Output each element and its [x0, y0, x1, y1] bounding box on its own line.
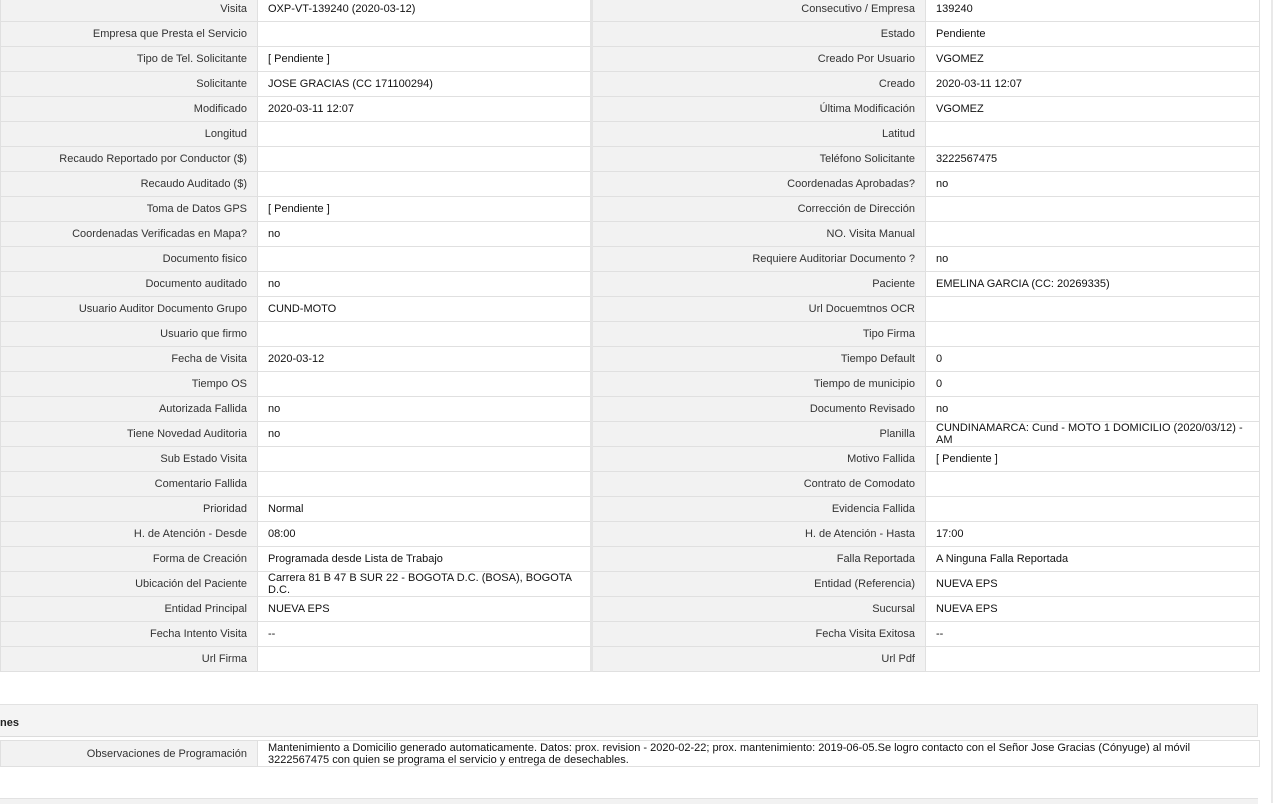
field-value — [926, 497, 1260, 522]
field-value: -- — [926, 622, 1260, 647]
next-section-strip — [0, 798, 1258, 804]
field-label: H. de Atención - Desde — [1, 522, 258, 547]
field-label: Solicitante — [1, 72, 258, 97]
field-label: Sucursal — [592, 597, 926, 622]
field-label: Url Docuemtnos OCR — [592, 297, 926, 322]
table-row — [1, 72, 1260, 97]
table-row — [1, 372, 1260, 397]
field-value: -- — [258, 622, 592, 647]
field-value: no — [258, 272, 592, 297]
field-label: Recaudo Auditado ($) — [1, 172, 258, 197]
observations-table — [0, 740, 1260, 767]
field-value: EMELINA GARCIA (CC: 20269335) — [926, 272, 1260, 297]
field-value — [258, 22, 592, 47]
field-value: VGOMEZ — [926, 97, 1260, 122]
table-row — [1, 622, 1260, 647]
table-row — [1, 572, 1260, 597]
field-label: Creado Por Usuario — [592, 47, 926, 72]
field-value — [258, 647, 592, 672]
table-row — [1, 122, 1260, 147]
table-row — [1, 97, 1260, 122]
field-value — [926, 297, 1260, 322]
field-label: Coordenadas Aprobadas? — [592, 172, 926, 197]
table-row — [1, 472, 1260, 497]
field-label: Paciente — [592, 272, 926, 297]
table-row — [1, 397, 1260, 422]
field-value: OXP-VT-139240 (2020-03-12) — [258, 0, 592, 22]
field-value: NUEVA EPS — [926, 572, 1260, 597]
field-label: Url Firma — [1, 647, 258, 672]
field-label: Tipo de Tel. Solicitante — [1, 47, 258, 72]
field-label: Autorizada Fallida — [1, 397, 258, 422]
field-value: no — [258, 422, 592, 447]
field-label: Modificado — [1, 97, 258, 122]
table-row — [1, 322, 1260, 347]
table-row — [1, 247, 1260, 272]
field-value — [258, 122, 592, 147]
field-value: VGOMEZ — [926, 47, 1260, 72]
field-value — [258, 472, 592, 497]
field-label: Latitud — [592, 122, 926, 147]
field-value: 08:00 — [258, 522, 592, 547]
field-label: Entidad (Referencia) — [592, 572, 926, 597]
table-row — [1, 22, 1260, 47]
field-label: H. de Atención - Hasta — [592, 522, 926, 547]
field-label: Documento auditado — [1, 272, 258, 297]
observations-section-header[interactable] — [0, 704, 1258, 737]
field-label: Usuario Auditor Documento Grupo — [1, 297, 258, 322]
field-label: Teléfono Solicitante — [592, 147, 926, 172]
field-value — [258, 447, 592, 472]
table-row — [1, 297, 1260, 322]
field-label: Planilla — [592, 422, 926, 447]
field-value: CUNDINAMARCA: Cund - MOTO 1 DOMICILIO (2020/03/12) - AM — [926, 422, 1260, 447]
field-label: Longitud — [1, 122, 258, 147]
field-value — [258, 247, 592, 272]
field-label: Estado — [592, 22, 926, 47]
field-label: Usuario que firmo — [1, 322, 258, 347]
field-label: Visita — [1, 0, 258, 22]
field-label: Motivo Fallida — [592, 447, 926, 472]
field-value: [ Pendiente ] — [258, 197, 592, 222]
field-label: Recaudo Reportado por Conductor ($) — [1, 147, 258, 172]
table-row — [1, 497, 1260, 522]
table-row — [1, 222, 1260, 247]
field-label: Fecha de Visita — [1, 347, 258, 372]
field-label: Comentario Fallida — [1, 472, 258, 497]
field-label: Empresa que Presta el Servicio — [1, 22, 258, 47]
field-label: Falla Reportada — [592, 547, 926, 572]
field-value — [258, 372, 592, 397]
field-label: Entidad Principal — [1, 597, 258, 622]
field-value — [258, 172, 592, 197]
field-value: Normal — [258, 497, 592, 522]
field-value: 2020-03-11 12:07 — [926, 72, 1260, 97]
section-title: nes — [0, 717, 19, 729]
field-label: Coordenadas Verificadas en Mapa? — [1, 222, 258, 247]
field-value: Pendiente — [926, 22, 1260, 47]
field-value — [926, 122, 1260, 147]
field-value: [ Pendiente ] — [926, 447, 1260, 472]
field-label: Última Modificación — [592, 97, 926, 122]
field-value — [926, 647, 1260, 672]
field-value — [926, 322, 1260, 347]
field-label: Ubicación del Paciente — [1, 572, 258, 597]
table-row — [1, 172, 1260, 197]
table-row — [1, 147, 1260, 172]
field-value: NUEVA EPS — [926, 597, 1260, 622]
field-value: [ Pendiente ] — [258, 47, 592, 72]
field-label: Tiempo OS — [1, 372, 258, 397]
field-label: Tiempo de municipio — [592, 372, 926, 397]
table-row — [1, 597, 1260, 622]
field-value: 3222567475 — [926, 147, 1260, 172]
field-label: Sub Estado Visita — [1, 447, 258, 472]
field-value: 2020-03-12 — [258, 347, 592, 372]
field-label: Corrección de Dirección — [592, 197, 926, 222]
field-value: no — [258, 222, 592, 247]
field-value: Programada desde Lista de Trabajo — [258, 547, 592, 572]
field-value: no — [926, 247, 1260, 272]
field-value — [258, 147, 592, 172]
field-label: Documento fisico — [1, 247, 258, 272]
field-label: Contrato de Comodato — [592, 472, 926, 497]
field-value: 17:00 — [926, 522, 1260, 547]
table-row — [1, 422, 1260, 447]
field-label: Creado — [592, 72, 926, 97]
field-label: NO. Visita Manual — [592, 222, 926, 247]
field-value — [258, 322, 592, 347]
field-value: A Ninguna Falla Reportada — [926, 547, 1260, 572]
field-value: no — [926, 397, 1260, 422]
table-row — [1, 647, 1260, 672]
field-label: Prioridad — [1, 497, 258, 522]
field-value — [926, 222, 1260, 247]
table-row — [1, 547, 1260, 572]
table-row — [1, 522, 1260, 547]
field-label: Documento Revisado — [592, 397, 926, 422]
field-value — [926, 472, 1260, 497]
field-value: 139240 — [926, 0, 1260, 22]
table-row — [1, 741, 1260, 767]
table-row — [1, 0, 1260, 22]
field-label: Url Pdf — [592, 647, 926, 672]
field-value: no — [926, 172, 1260, 197]
field-value: NUEVA EPS — [258, 597, 592, 622]
field-label: Requiere Auditoriar Documento ? — [592, 247, 926, 272]
field-label: Forma de Creación — [1, 547, 258, 572]
table-row — [1, 272, 1260, 297]
field-label: Evidencia Fallida — [592, 497, 926, 522]
field-label: Fecha Intento Visita — [1, 622, 258, 647]
field-label: Toma de Datos GPS — [1, 197, 258, 222]
observations-value: Mantenimiento a Domicilio generado automaticamente. Datos: prox. revision - 2020-02-22; prox. mantenimiento: 2019-06-05.Se logro contacto con el Señor Jose Gracias (Cónyuge) al móvil 3222567475 con quien se programa el servicio y entrega de desechables. — [258, 741, 1260, 767]
table-row — [1, 197, 1260, 222]
field-value: JOSE GRACIAS (CC 171100294) — [258, 72, 592, 97]
field-label: Consecutivo / Empresa — [592, 0, 926, 22]
field-label: Tiene Novedad Auditoria — [1, 422, 258, 447]
visit-detail-body — [1, 0, 1260, 672]
field-value: 0 — [926, 347, 1260, 372]
field-label: Fecha Visita Exitosa — [592, 622, 926, 647]
field-value: 0 — [926, 372, 1260, 397]
field-value: 2020-03-11 12:07 — [258, 97, 592, 122]
field-value: CUND-MOTO — [258, 297, 592, 322]
observations-label: Observaciones de Programación — [1, 741, 258, 767]
field-value: Carrera 81 B 47 B SUR 22 - BOGOTA D.C. (BOSA), BOGOTA D.C. — [258, 572, 592, 597]
field-value — [926, 197, 1260, 222]
field-value: no — [258, 397, 592, 422]
table-row — [1, 47, 1260, 72]
table-row — [1, 347, 1260, 372]
field-label: Tipo Firma — [592, 322, 926, 347]
table-row — [1, 447, 1260, 472]
field-label: Tiempo Default — [592, 347, 926, 372]
